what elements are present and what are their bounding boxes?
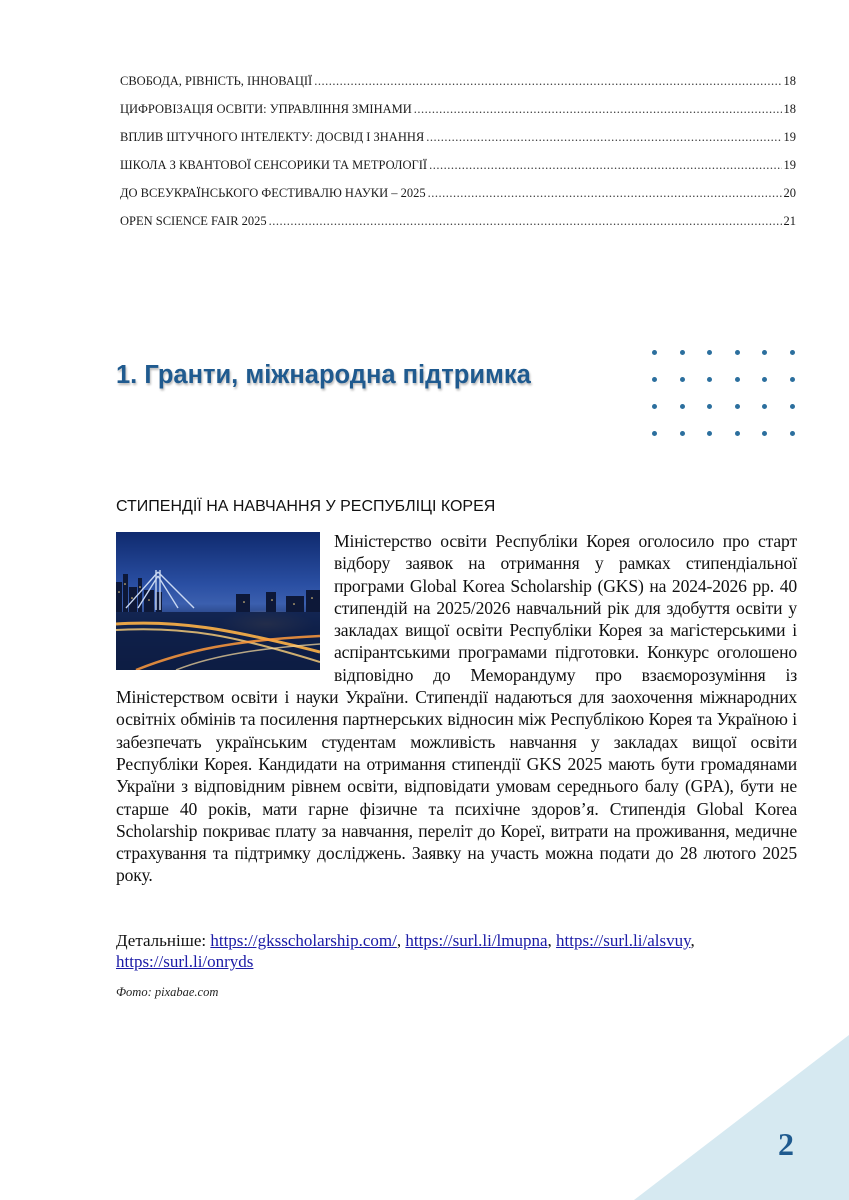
grid-dot — [735, 377, 740, 382]
section-heading: 1. Гранти, міжнародна підтримка — [116, 361, 531, 389]
toc-dot-leader — [429, 158, 781, 173]
korea-night-bridge-photo — [116, 532, 320, 670]
toc-entry-page: 19 — [783, 130, 796, 144]
toc-entry[interactable] — [120, 186, 796, 214]
grid-dot — [735, 431, 740, 436]
bridge-illustration — [116, 532, 320, 670]
toc-entry-page: 21 — [783, 214, 796, 228]
details-label: Детальніше: — [116, 931, 207, 950]
grid-dot — [762, 431, 767, 436]
link-surl-alsvuy[interactable]: https://surl.li/alsvuy — [556, 931, 691, 950]
article-title: СТИПЕНДІЇ НА НАВЧАННЯ У РЕСПУБЛІЦІ КОРЕЯ — [116, 498, 496, 515]
toc-entry-title: ШКОЛА З КВАНТОВОЇ СЕНСОРИКИ ТА МЕТРОЛОГІЇ — [120, 158, 428, 172]
toc-entry-page: 19 — [783, 158, 796, 172]
grid-dot — [652, 350, 657, 355]
toc-dot-leader — [314, 74, 781, 89]
toc-dot-leader — [269, 214, 782, 229]
article-body — [116, 530, 797, 887]
grid-dot — [680, 377, 685, 382]
toc-entry[interactable] — [120, 74, 796, 102]
toc-entry-title: ЦИФРОВІЗАЦІЯ ОСВІТИ: УПРАВЛІННЯ ЗМІНАМИ — [120, 102, 412, 116]
page-corner-triangle — [589, 1035, 849, 1200]
toc-entry[interactable] — [120, 130, 796, 158]
link-separator: , — [396, 931, 406, 950]
table-of-contents — [120, 74, 796, 242]
grid-dot — [707, 350, 712, 355]
toc-entry[interactable] — [120, 102, 796, 130]
grid-dot — [680, 350, 685, 355]
grid-dot — [652, 431, 657, 436]
grid-dot — [652, 404, 657, 409]
toc-entry[interactable] — [120, 214, 796, 242]
article-text: Міністерство освіти Республіки Корея оголосило про старт відбору заявок на отримання у рамках стипендіальної програми Global Korea Scholarship (GKS) на 2024-2026 рр. 40 стипендій на 2025/2026 навчальний рік для здобуття освіти у закладах вищої освіти Республіки Корея за магістерськими і аспірантськими програмами підготовки. Конкурс оголошено відповідно до Меморандуму про взаєморозуміння із Міністерством освіти і науки України. Стипендії надаються для заохочення міжнародних освітніх обмінів та посилення партнерських відносин між Республікою Корея та Україною і забезпечать українським студентам можливість навчання у закладах вищої освіти Республіки Корея. Кандидати на отримання стипендії GKS 2025 мають бути громадянами України з відповідним рівнем освіти, відповідати умовам середнього балу (GPA), бути не старше 40 років, мати гарне фізичне та психічне здоров’я. Стипендія Global Korea Scholarship покриває плату за навчання, переліт до Кореї, витрати на проживання, медичне страхування та підтримку досліджень. Заявку на участь можна подати до 28 лютого 2025 року. — [116, 531, 797, 886]
grid-dot — [790, 404, 795, 409]
page-number: 2 — [778, 1126, 794, 1162]
grid-dot — [707, 377, 712, 382]
toc-dot-leader — [428, 186, 782, 201]
grid-dot — [707, 431, 712, 436]
grid-dot — [652, 377, 657, 382]
toc-entry-title: ДО ВСЕУКРАЇНСЬКОГО ФЕСТИВАЛЮ НАУКИ – 2025 — [120, 186, 426, 200]
toc-entry[interactable] — [120, 158, 796, 186]
toc-entry-title: OPEN SCIENCE FAIR 2025 — [120, 214, 267, 228]
photo-caption: Фото: pixabae.com — [116, 985, 219, 999]
grid-dot — [707, 404, 712, 409]
link-surl-lmupna[interactable]: https://surl.li/lmupna — [405, 931, 548, 950]
toc-entry-title: СВОБОДА, РІВНІСТЬ, ІННОВАЦІЇ — [120, 74, 313, 88]
toc-entry-page: 18 — [783, 102, 796, 116]
details-line — [116, 930, 797, 972]
toc-entry-page: 18 — [783, 74, 796, 88]
grid-dot — [790, 350, 795, 355]
grid-dot — [762, 404, 767, 409]
toc-dot-leader — [426, 130, 781, 145]
toc-dot-leader — [414, 102, 782, 117]
toc-entry-title: ВПЛИВ ШТУЧНОГО ІНТЕЛЕКТУ: ДОСВІД І ЗНАННЯ — [120, 130, 425, 144]
grid-dot — [790, 431, 795, 436]
link-surl-onryds[interactable]: https://surl.li/onryds — [116, 952, 254, 971]
toc-entry-page: 20 — [783, 186, 796, 200]
grid-dot — [680, 404, 685, 409]
grid-dot — [762, 377, 767, 382]
grid-dot — [735, 404, 740, 409]
grid-dot — [680, 431, 685, 436]
grid-dot — [790, 377, 795, 382]
decorative-dot-grid — [652, 350, 798, 444]
link-separator: , — [690, 931, 695, 950]
grid-dot — [762, 350, 767, 355]
link-gksscholarship[interactable]: https://gksscholarship.com/ — [210, 931, 397, 950]
grid-dot — [735, 350, 740, 355]
link-separator: , — [547, 931, 557, 950]
